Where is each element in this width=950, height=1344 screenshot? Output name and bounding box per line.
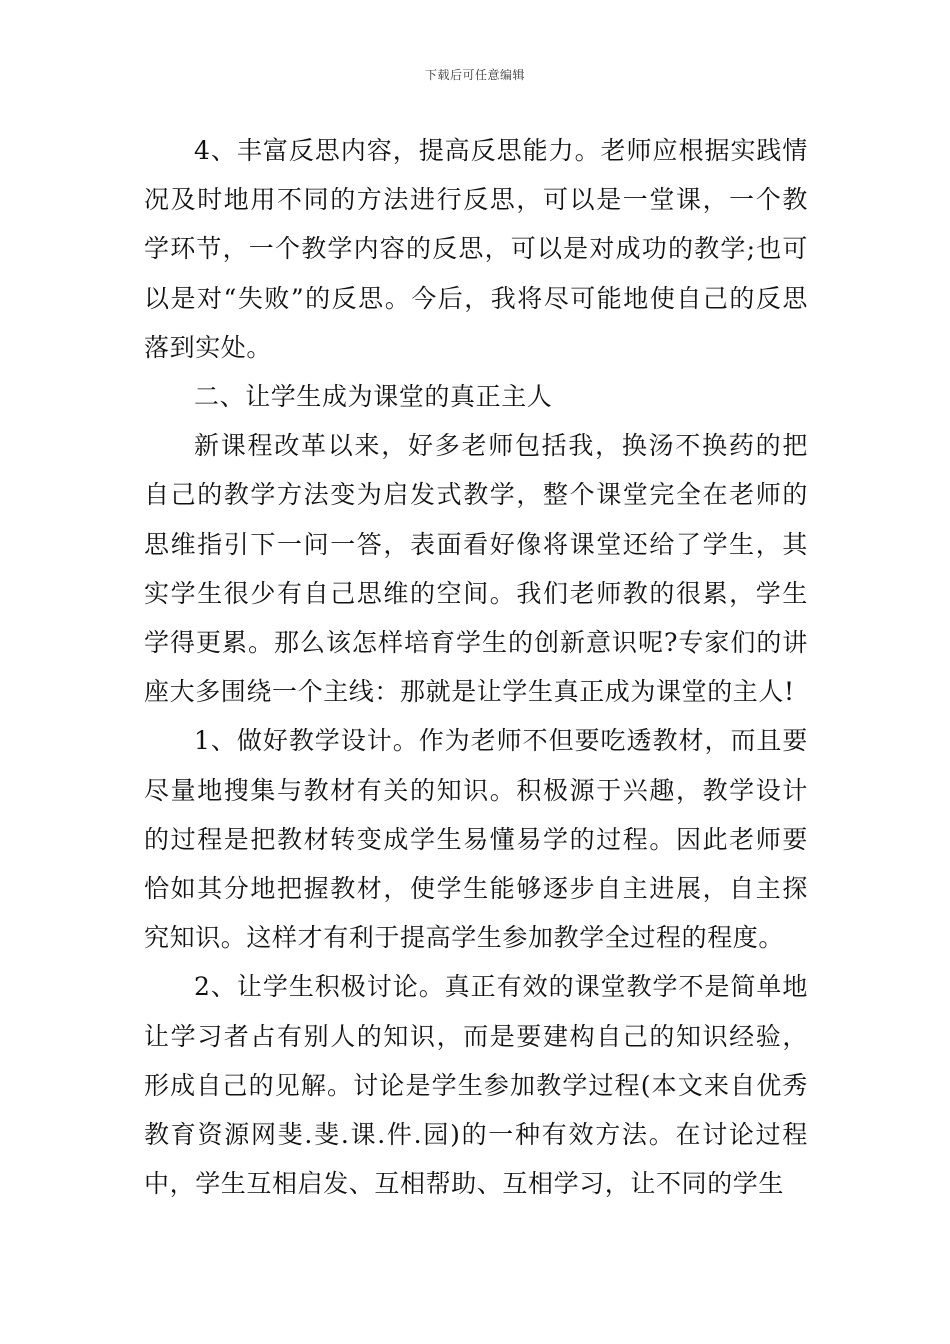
- paragraph-reflection-content: 4、丰富反思内容，提高反思能力。老师应根据实践情况及时地用不同的方法进行反思，可以是一堂课，一个教学环节，一个教学内容的反思，可以是对成功的教学;也可以是对“失败”的反思。今后，我将尽可能地使自己的反思落到实处。: [144, 136, 808, 362]
- paragraph-teaching-design: 1、做好教学设计。作为老师不但要吃透教材，而且要尽量地搜集与教材有关的知识。积极源于兴趣，教学设计的过程是把教材转变成学生易懂易学的过程。因此老师要恰如其分地把握教材，使学生能够逐步自主进展，自主探究知识。这样才有利于提高学生参加教学全过程的程度。: [144, 726, 808, 953]
- paragraph-curriculum-reform: 新课程改革以来，好多老师包括我，换汤不换药的把自己的教学方法变为启发式教学，整个课堂完全在老师的思维指引下一问一答，表面看好像将课堂还给了学生，其实学生很少有自己思维的空间。我们老师教的很累，学生学得更累。那么该怎样培育学生的创新意识呢?专家们的讲座大多围绕一个主线：那就是让学生真正成为课堂的主人!: [144, 431, 808, 707]
- paragraph-active-discussion: 2、让学生积极讨论。真正有效的课堂教学不是简单地让学习者占有别人的知识，而是要建构自己的知识经验，形成自己的见解。讨论是学生参加教学过程(本文来自优秀教育资源网斐.斐.课.件.园)的一种有效方法。在讨论过程中，学生互相启发、互相帮助、互相学习，让不同的学生: [144, 972, 808, 1199]
- section-heading-students-masters: 二、让学生成为课堂的真正主人: [194, 382, 553, 412]
- document-body: [144, 126, 808, 1208]
- page-header: 下载后可任意编辑: [424, 68, 525, 82]
